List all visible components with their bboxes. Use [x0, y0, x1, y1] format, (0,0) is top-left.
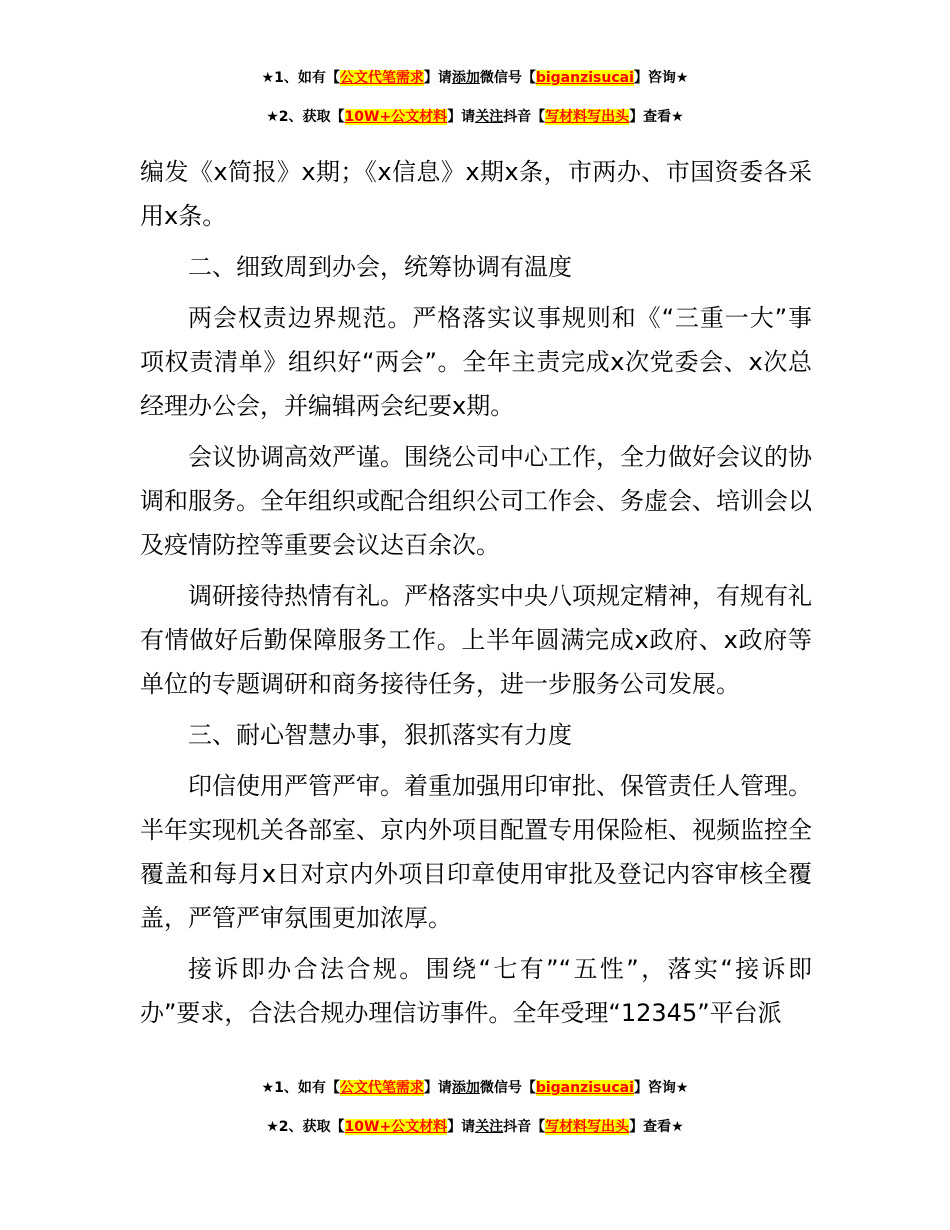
banner-highlight: 写材料写出头 [545, 1119, 630, 1135]
banner-text: ★1、如有【 [261, 70, 340, 86]
top-banner-line-2 [0, 107, 950, 127]
banner-text: 】查看★ [629, 1119, 684, 1135]
banner-text: 】请 [447, 1119, 476, 1135]
banner-text: 微信号【 [479, 1080, 536, 1096]
banner-highlight: 10W+公文材料 [344, 1119, 448, 1135]
banner-highlight: 公文代笔需求 [339, 70, 424, 86]
banner-text: 】请 [423, 1080, 452, 1096]
paragraph: 印信使用严管严审。着重加强用印审批、保管责任人管理。半年实现机关各部室、京内外项目配置专用保险柜、视频监控全覆盖和每月x日对京内外项目印章使用审批及登记内容审核全覆盖，严管严审氛围更加浓厚。 [140, 772, 812, 932]
paragraph: 会议协调高效严谨。围绕公司中心工作，全力做好会议的协调和服务。全年组织或配合组织公司工作会、务虚会、培训会以及疫情防控等重要会议达百余次。 [140, 443, 812, 559]
section-heading: 三、耐心智慧办事，狠抓落实有力度 [188, 721, 572, 749]
banner-text: 】请 [423, 70, 452, 86]
banner-text: 抖音【 [503, 109, 546, 125]
banner-underlined: 添加 [451, 1080, 480, 1096]
banner-text: 抖音【 [503, 1119, 546, 1135]
paragraph: 接诉即办合法合规。围绕“七有”“五性”，落实“接诉即办”要求，合法合规办理信访事件。全年受理“12345”平台派 [140, 955, 812, 1027]
bottom-banner-line-2 [0, 1117, 950, 1137]
banner-text: 】咨询★ [633, 1080, 689, 1096]
bottom-banner-line-1 [0, 1078, 950, 1098]
paragraph: 编发《x简报》x期；《x信息》x期x条，市两办、市国资委各采用x条。 [140, 158, 812, 230]
banner-highlight: biganzisucai [535, 1080, 634, 1096]
banner-text: ★2、获取【 [266, 1119, 345, 1135]
banner-text: 】请 [447, 109, 476, 125]
document-body [140, 150, 812, 1042]
banner-text: ★2、获取【 [266, 109, 345, 125]
banner-highlight: 10W+公文材料 [344, 109, 448, 125]
banner-text: 微信号【 [479, 70, 536, 86]
section-heading: 二、细致周到办会，统筹协调有温度 [188, 253, 572, 281]
banner-text: ★1、如有【 [261, 1080, 340, 1096]
banner-text: 】咨询★ [633, 70, 689, 86]
paragraph: 调研接待热情有礼。严格落实中央八项规定精神，有规有礼有情做好后勤保障服务工作。上半年圆满完成x政府、x政府等单位的专题调研和商务接待任务，进一步服务公司发展。 [140, 582, 812, 698]
paragraph: 两会权责边界规范。严格落实议事规则和《“三重一大”事项权责清单》组织好“两会”。全年主责完成x次党委会、x次总经理办公会，并编辑两会纪要x期。 [140, 304, 812, 420]
top-banner-line-1 [0, 68, 950, 88]
banner-highlight: biganzisucai [535, 70, 634, 86]
banner-highlight: 公文代笔需求 [339, 1080, 424, 1096]
banner-underlined: 添加 [451, 70, 480, 86]
banner-highlight: 写材料写出头 [545, 109, 630, 125]
banner-underlined: 关注 [475, 1119, 504, 1135]
banner-text: 】查看★ [629, 109, 684, 125]
banner-underlined: 关注 [475, 109, 504, 125]
